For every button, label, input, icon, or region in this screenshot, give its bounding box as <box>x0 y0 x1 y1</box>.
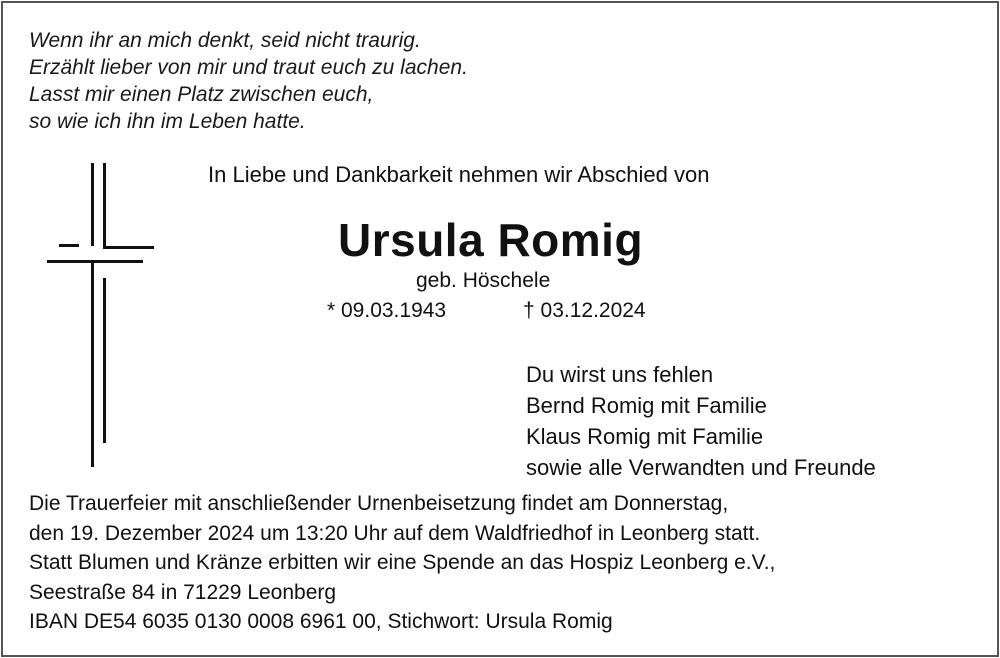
mourners-list <box>526 359 876 483</box>
info-line: Seestraße 84 in 71229 Leonberg <box>29 580 337 604</box>
info-line: den 19. Dezember 2024 um 13:20 Uhr auf dem Waldfriedhof in Leonberg statt. <box>29 521 761 545</box>
funeral-info <box>29 489 775 637</box>
intro-text: In Liebe und Dankbarkeit nehmen wir Abschied von <box>208 162 710 187</box>
mourner-line: Klaus Romig mit Familie <box>526 424 764 449</box>
birth-date: * 09.03.1943 <box>327 299 447 322</box>
mourner-line: Du wirst uns fehlen <box>526 362 714 387</box>
poem-line: Wenn ihr an mich denkt, seid nicht traurig. <box>29 29 421 52</box>
deceased-name: Ursula Romig <box>338 214 644 266</box>
cross-icon <box>44 160 159 470</box>
birth-name: geb. Höschele <box>416 269 551 292</box>
mourner-line: Bernd Romig mit Familie <box>526 393 767 418</box>
death-date: † 03.12.2024 <box>523 299 646 322</box>
info-line: Statt Blumen und Kränze erbitten wir eine Spende an das Hospiz Leonberg e.V., <box>29 551 776 574</box>
poem <box>29 27 468 135</box>
poem-line: Lasst mir einen Platz zwischen euch, <box>29 83 374 106</box>
poem-line: Erzählt lieber von mir und traut euch zu lachen. <box>29 56 468 79</box>
poem-line: so wie ich ihn im Leben hatte. <box>29 110 306 133</box>
info-line: IBAN DE54 6035 0130 0008 6961 00, Stichwort: Ursula Romig <box>29 610 613 633</box>
info-line: Die Trauerfeier mit anschließender Urnenbeisetzung findet am Donnerstag, <box>29 492 729 515</box>
mourner-line: sowie alle Verwandten und Freunde <box>526 455 876 480</box>
